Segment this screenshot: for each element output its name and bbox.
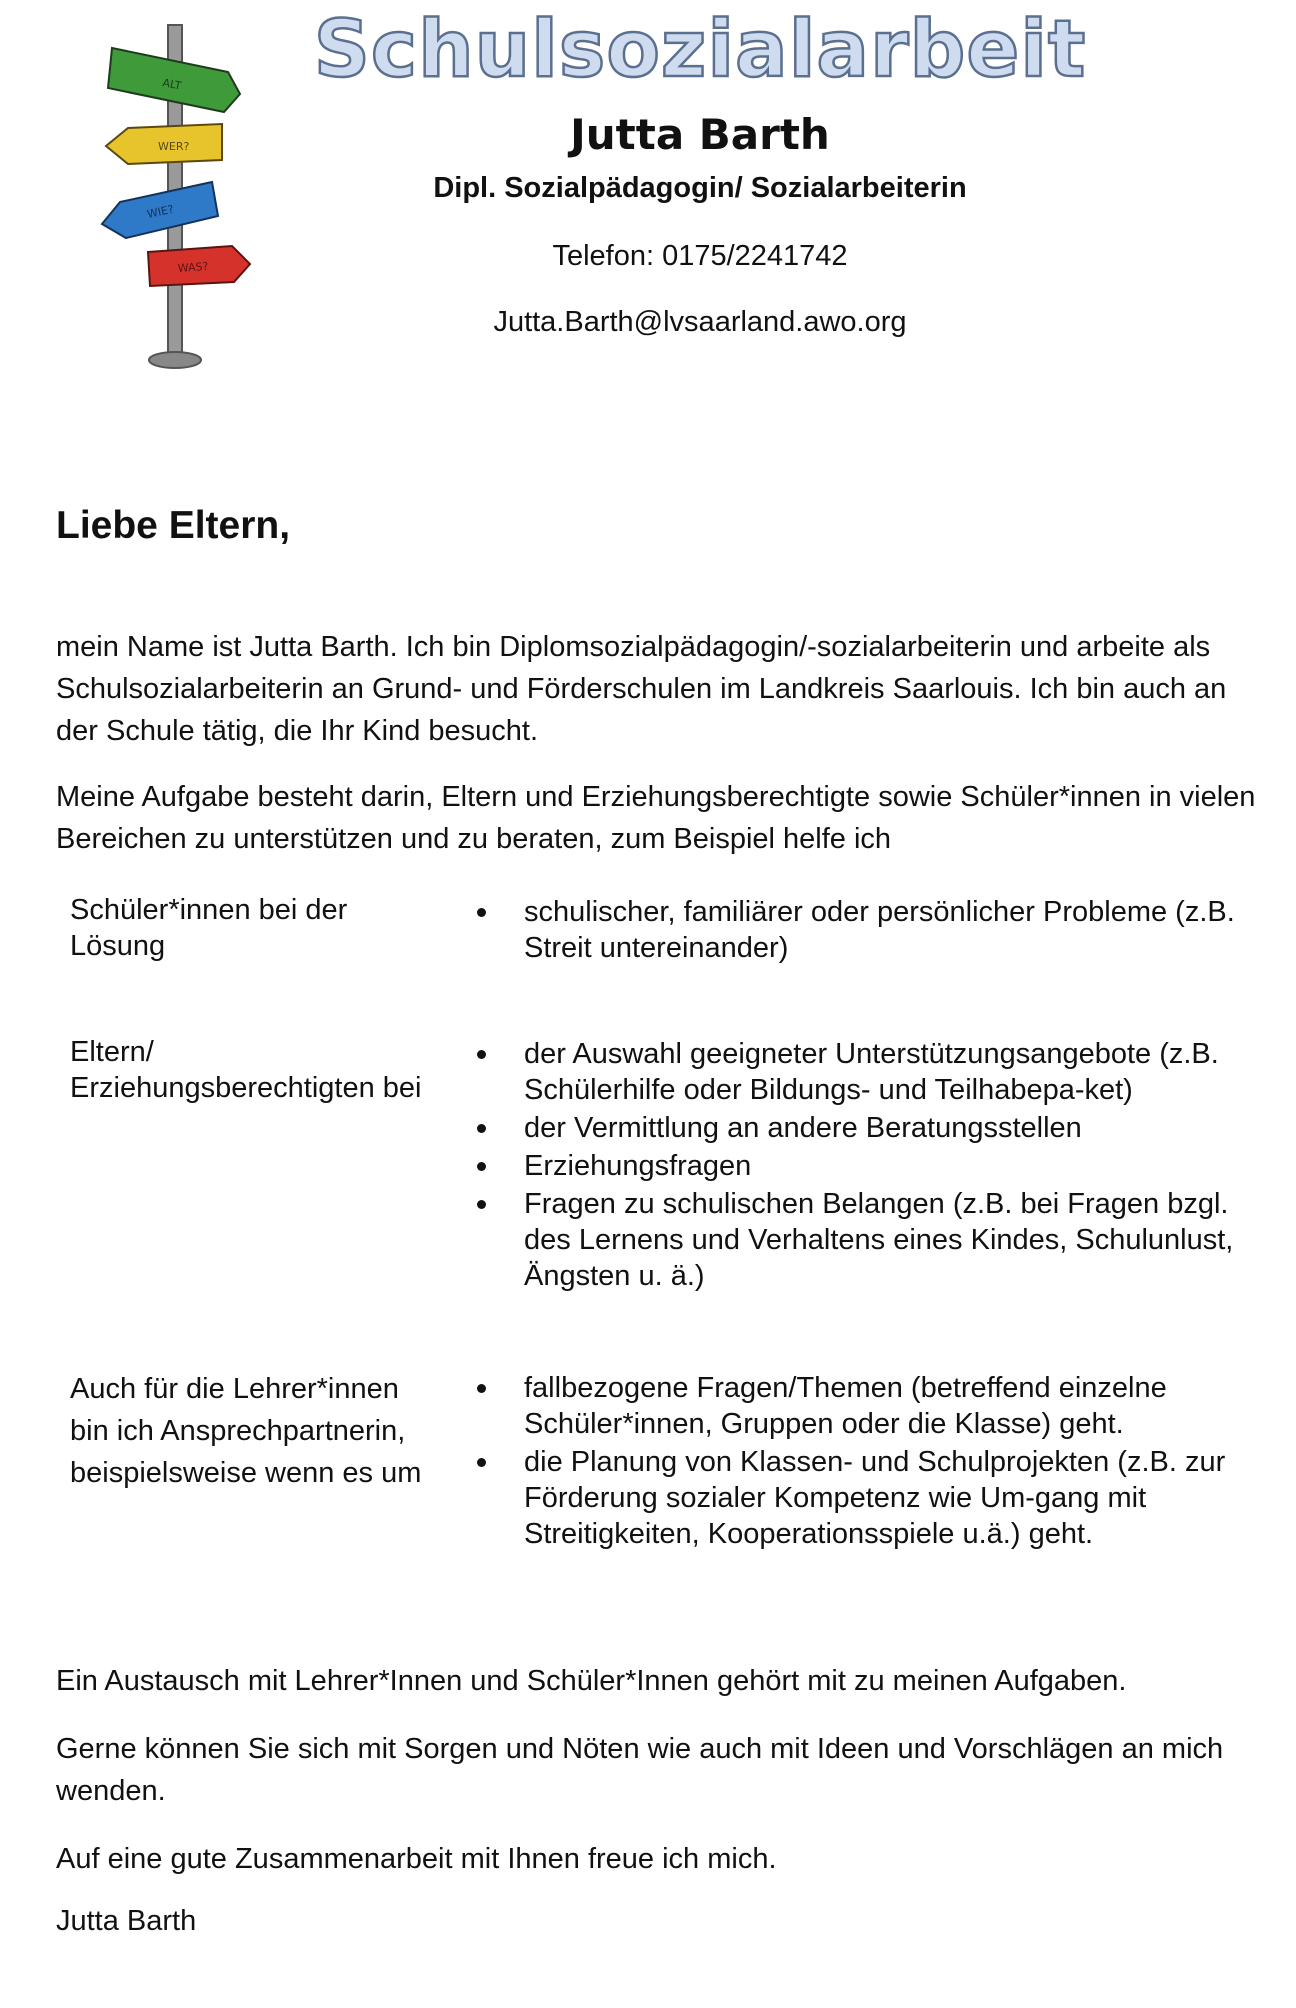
bullet-icon xyxy=(477,1458,486,1467)
sign-red xyxy=(148,246,250,286)
signature: Jutta Barth xyxy=(56,1905,197,1937)
intro-paragraph: mein Name ist Jutta Barth. Ich bin Diplomsozialpädagogin/-sozialarbeiterin und arbeite als Schulsozialarbeiterin an Grund- und Förderschulen im Landkreis Saarlouis. Ich bin auch an der Schule tätig, die Ihr Kind besucht. xyxy=(56,631,1227,747)
sign-red-label: WAS? xyxy=(177,259,209,275)
sign-yellow xyxy=(106,124,222,164)
email-address: Jutta.Barth@lvsaarland.awo.org xyxy=(493,306,907,338)
list-item: der Auswahl geeigneter Unterstützungsangebote (z.B. Schülerhilfe oder Bildungs- und Teilhabepa-ket) xyxy=(474,1036,1254,1108)
author-role: Dipl. Sozialpädagogin/ Sozialarbeiterin xyxy=(433,172,967,204)
author-name: Jutta Barth xyxy=(570,110,830,159)
list-item: Erziehungsfragen xyxy=(474,1148,1254,1184)
sign-yellow-label: WER? xyxy=(158,140,190,153)
bullet-icon xyxy=(477,1162,486,1171)
bullet-list-teachers xyxy=(474,1370,1254,1554)
task-paragraph: Meine Aufgabe besteht darin, Eltern und Erziehungsberechtigte sowie Schüler*innen in vielen Bereichen zu unterstützen und zu beraten, zum Beispiel helfe ich xyxy=(56,781,1256,855)
list-item: der Vermittlung an andere Beratungsstellen xyxy=(474,1110,1254,1146)
closing-paragraph: Auf eine gute Zusammenarbeit mit Ihnen freue ich mich. xyxy=(56,1843,777,1875)
list-item: schulischer, familiärer oder persönlicher Probleme (z.B. Streit untereinander) xyxy=(474,894,1254,966)
row-label-teachers: Auch für die Lehrer*innen bin ich Ansprechpartnerin, beispielsweise wenn es um xyxy=(70,1373,422,1489)
greeting: Liebe Eltern, xyxy=(56,504,291,547)
bullet-list-students xyxy=(474,894,1254,968)
contact-paragraph: Gerne können Sie sich mit Sorgen und Nöten wie auch mit Ideen und Vorschlägen an mich wenden. xyxy=(56,1733,1224,1807)
page-title: Schulsozialarbeit xyxy=(313,5,1087,95)
bullet-icon xyxy=(477,1124,486,1133)
signpost-illustration xyxy=(100,20,260,370)
row-label-students: Schüler*innen bei der Lösung xyxy=(70,894,348,962)
sign-blue-label: WIE? xyxy=(145,202,175,221)
exchange-paragraph: Ein Austausch mit Lehrer*Innen und Schüler*Innen gehört mit zu meinen Aufgaben. xyxy=(56,1665,1127,1697)
bullet-icon xyxy=(477,908,486,917)
row-label-parents: Eltern/ Erziehungsberechtigten bei xyxy=(70,1036,422,1104)
bullet-icon xyxy=(477,1050,486,1059)
list-item: Fragen zu schulischen Belangen (z.B. bei Fragen bzgl. des Lernens und Verhaltens eines Kindes, Schulunlust, Ängsten u. ä.) xyxy=(474,1186,1254,1294)
phone-number: Telefon: 0175/2241742 xyxy=(552,240,848,272)
sign-blue xyxy=(102,182,218,238)
list-item: die Planung von Klassen- und Schulprojekten (z.B. zur Förderung sozialer Kompetenz wie Um-gang mit Streitigkeiten, Kooperationsspiele u.ä.) geht. xyxy=(474,1444,1254,1552)
sign-green-label: ALT xyxy=(161,76,183,93)
list-item: fallbezogene Fragen/Themen (betreffend einzelne Schüler*innen, Gruppen oder die Klasse) geht. xyxy=(474,1370,1254,1442)
bullet-icon xyxy=(477,1384,486,1393)
bullet-list-parents xyxy=(474,1036,1254,1296)
bullet-icon xyxy=(477,1200,486,1209)
